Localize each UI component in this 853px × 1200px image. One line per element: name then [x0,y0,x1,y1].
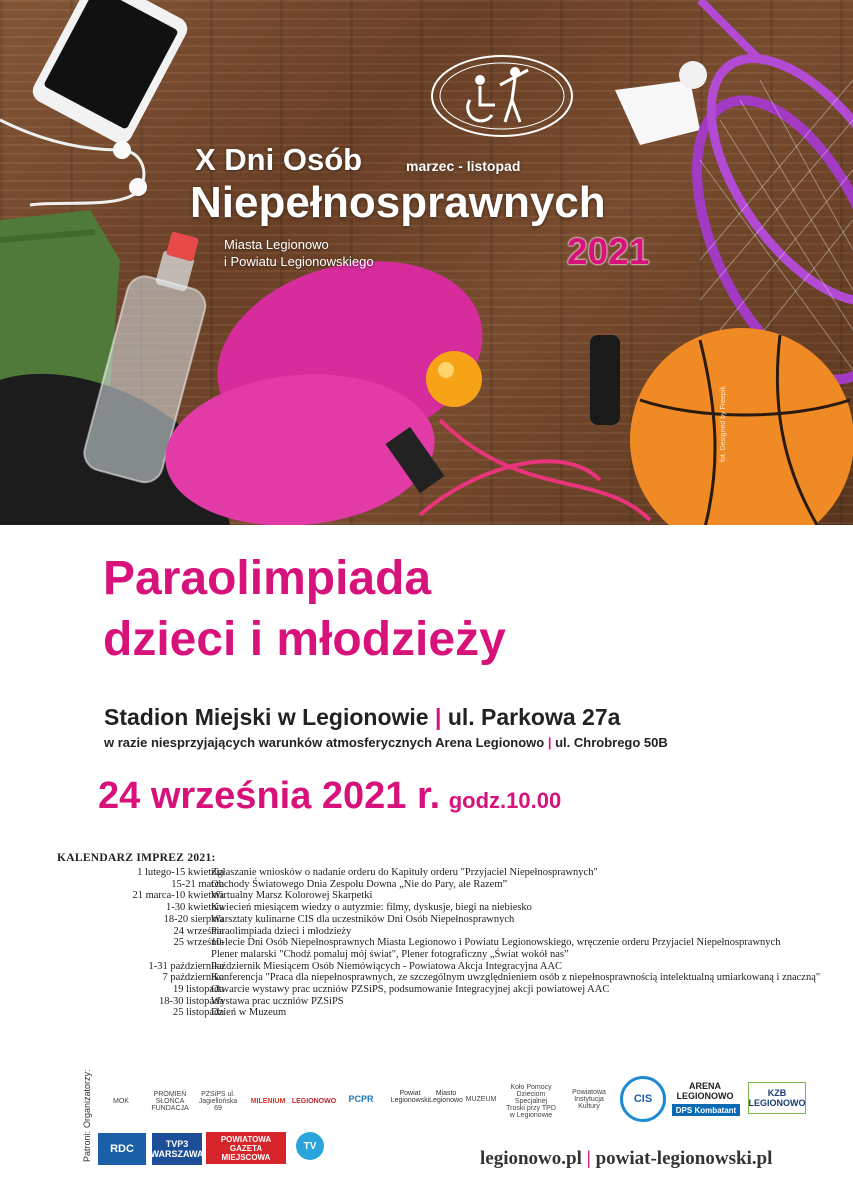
photo-credit: fot. Designed by Freepik [720,386,727,462]
calendar-event: Paraolimpiada dzieci i młodzieży [211,925,352,937]
calendar-event: Kwiecień miesiącem wiedzy o autyzmie: filmy, dyskusje, biegi na niebiesko [211,902,532,914]
edition-title: X Dni Osób [195,142,363,177]
calendar-date: 18-30 listopada [158,995,224,1007]
logo-emblem-icon [432,56,572,136]
calendar-date: 24 września [173,925,224,937]
calendar-event: 10-lecie Dni Osób Niepełnosprawnych Miasta Legionowo i Powiatu Legionowskiego, wręczenie orderu Przyjaciel Niepełnosprawnych [211,937,781,949]
organizers-label: Organizatorzy: [82,1069,92,1128]
venue-address: ul. Parkowa 27a [447,704,621,730]
organizer-logo-14: DPS Kombatant [672,1104,740,1116]
organizer-logo-15: KZB LEGIONOWO [748,1082,806,1114]
org-line-2: i Powiatu Legionowskiego [224,254,374,269]
patron-logo-3: POWIATOWA GAZETA MIEJSCOWA [206,1132,286,1164]
calendar-event: Dzień w Muzeum [211,1007,287,1019]
fallback-venue-line [104,734,668,752]
organizer-logo-7: Powiat Legionowski [390,1090,430,1104]
patrons-label: Patroni: [82,1130,92,1162]
organizer-logo-13: ARENA LEGIONOWO [676,1081,734,1101]
separator: | [435,704,448,730]
separator: | [547,735,556,750]
venue-name: Stadion Miejski w Legionowie [104,704,429,730]
organizer-logo-6: PCPR [348,1094,374,1104]
fallback-venue: w razie niesprzyjających warunków atmosferycznych Arena Legionowo [104,735,545,750]
event-date-line [98,772,561,825]
organizer-logo-4: MILENIUM [250,1097,286,1105]
calendar-event: Plener malarski "Chodź pomaluj mój świat", Plener fotograficzny „Świat wokół nas” [211,948,569,960]
event-title-line-2: dzieci i młodzieży [103,613,506,666]
hero-photo [0,0,853,525]
calendar-date: 19 listopada [172,984,224,995]
separator: | [586,1148,596,1169]
venue-line [104,702,620,732]
calendar-date: 1 lutego-15 kwietnia [137,867,224,878]
organizer-logo-5: LEGIONOWO [291,1097,337,1105]
website-legionowo-link[interactable]: legionowo.pl [480,1148,582,1169]
calendar-date: 25 września [173,937,224,949]
calendar-date: 15-21 marca [171,878,224,890]
event-date: 24 września 2021 r. [98,775,441,817]
calendar-heading: KALENDARZ IMPREZ 2021: [57,852,216,864]
organizer-logo-2: PROMIEŃ SŁOŃCA FUNDACJA [151,1090,189,1112]
year-label: 2021 [567,231,650,272]
organizer-logo-12: CIS [620,1076,666,1122]
calendar-date: 1-30 kwietnia [165,902,224,914]
organizer-logo-3: PZSiPS ul. Jagiellońska 69 [198,1090,238,1112]
org-line-1: Miasta Legionowo [224,237,329,252]
calendar-event: Warsztaty kulinarne CIS dla uczestników Dni Osób Niepełnosprawnych [211,913,515,925]
fallback-address: ul. Chrobrego 50B [555,735,668,750]
calendar-event: Wystawa prac uczniów PZSiPS [211,995,344,1007]
organizer-logo-10: Koło Pomocy Dzieciom Specjalnej Troski przy TPD w Legionowie [506,1083,556,1119]
calendar-date: 25 listopada [172,1007,224,1019]
calendar-event: Obchody Światowego Dnia Zespołu Downa „Nie do Pary, ale Razem” [211,878,508,890]
calendar-row [0,1006,853,1019]
websites [480,1146,772,1172]
organizer-logo-1: MOK [113,1097,129,1105]
calendar-event: Zgłaszanie wniosków o nadanie orderu do Kapituły orderu "Przyjaciel Niepełnosprawnych" [211,867,598,878]
calendar-date: 18-20 sierpnia [163,913,224,925]
event-name-title: Niepełnosprawnych [190,178,606,227]
website-powiat-link[interactable]: powiat-legionowski.pl [595,1148,773,1169]
patron-logo-1: RDC [98,1133,146,1165]
calendar-date: 7 października [162,972,224,984]
calendar-event: Otwarcie wystawy prac uczniów PZSiPS, podsumowanie Integracyjnej akcji powiatowej AAC [211,984,610,995]
patron-logo-4: TV [296,1132,324,1160]
calendar-date: 1-31 października [148,960,224,972]
calendar-event: Październik Miesiącem Osób Niemówiących - Powiatowa Akcja Integracyjna AAC [211,960,563,972]
season-label: marzec - listopad [406,158,521,174]
calendar-event: Wirtualny Marsz Kolorowej Skarpetki [211,890,373,902]
calendar-date: 21 marca-10 kwietnia [132,890,224,902]
event-title-line-1: Paraolimpiada [103,552,432,605]
organizer-logo-8: Miasto Legionowo [429,1090,463,1104]
patron-logo-2: TVP3 WARSZAWA [152,1133,202,1165]
calendar-event: Konferencja "Praca dla niepełnosprawnych, ze szczególnym uwzględnieniem osób z niepełnosprawnością intelektualną umiarkowaną i znaczną" [211,972,821,984]
organizer-logo-11: Powiatowa Instytucja Kultury [572,1088,606,1110]
event-time: godz.10.00 [448,788,562,813]
organizer-logo-9: MUZEUM [465,1095,497,1103]
